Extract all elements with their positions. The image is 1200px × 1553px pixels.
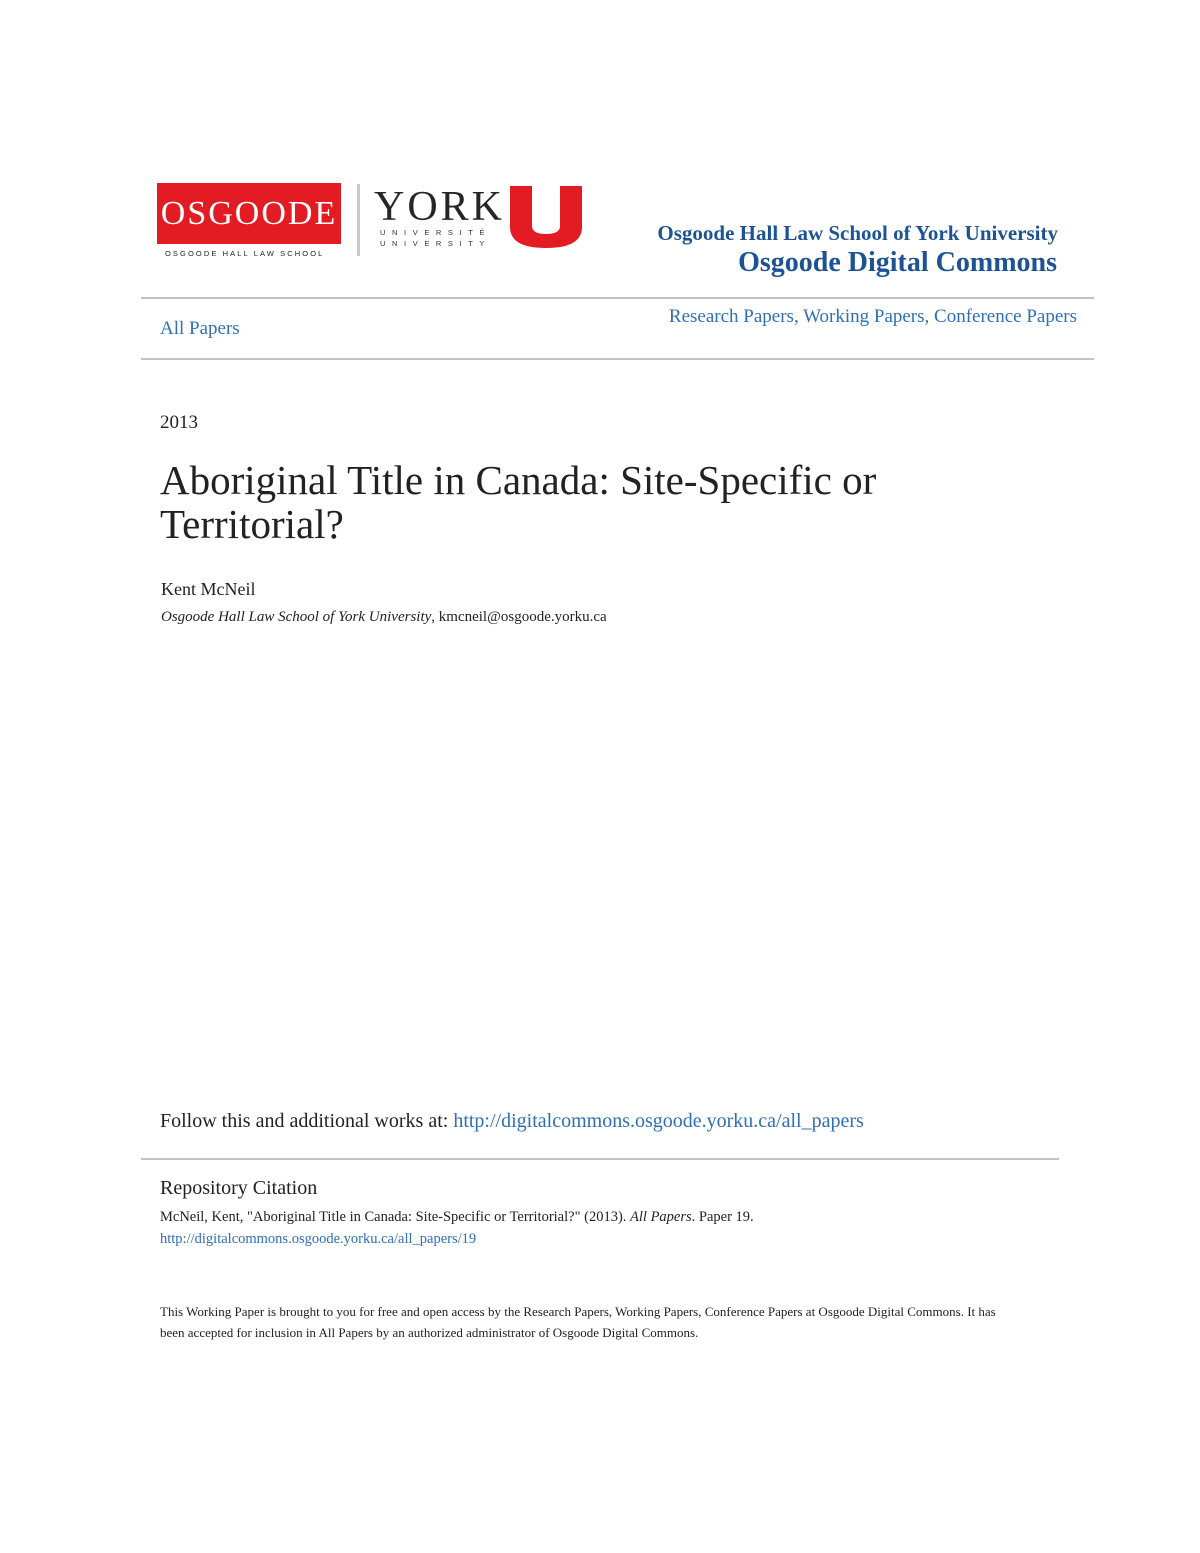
collection-link[interactable]: All Papers <box>160 318 240 339</box>
publication-year: 2013 <box>160 412 198 433</box>
author-email: , kmcneil@osgoode.yorku.ca <box>431 609 607 625</box>
york-u-icon <box>508 186 584 248</box>
author-affiliation <box>161 609 607 626</box>
follow-label: Follow this and additional works at: <box>160 1110 454 1132</box>
follow-line <box>160 1110 864 1133</box>
nav-top-divider <box>141 297 1094 299</box>
citation-url-link[interactable]: http://digitalcommons.osgoode.yorku.ca/all_papers/19 <box>160 1231 477 1247</box>
citation-divider <box>141 1158 1059 1160</box>
osgoode-logo[interactable] <box>157 183 343 257</box>
site-name[interactable]: Osgoode Digital Commons <box>738 247 1057 278</box>
access-notice: This Working Paper is brought to you for free and open access by the Research Papers, Working Papers, Conference Papers at Osgoode Digital Commons. It has been accepted for inclusion in All Papers by an authorized administrator of Osgoode Digital Commons. <box>160 1304 996 1340</box>
author-name: Kent McNeil <box>161 579 256 599</box>
citation-text-main: McNeil, Kent, "Aboriginal Title in Canada: Site-Specific or Territorial?" (2013). <box>160 1209 631 1225</box>
paper-title: Aboriginal Title in Canada: Site-Specific or Territorial? <box>160 457 877 547</box>
logo-divider <box>357 184 360 256</box>
york-logo-french: UNIVERSITÉ <box>380 228 492 237</box>
york-logo-english: UNIVERSITY <box>380 239 492 248</box>
citation-collection: All Papers <box>630 1209 692 1225</box>
york-logo[interactable] <box>374 186 584 248</box>
osgoode-logo-box <box>157 183 341 244</box>
osgoode-logo-subtitle: OSGOODE HALL LAW SCHOOL <box>165 249 325 258</box>
citation-text <box>160 1209 754 1226</box>
affiliation-org: Osgoode Hall Law School of York University <box>161 609 432 625</box>
osgoode-logo-word: OSGOODE <box>160 194 338 232</box>
citation-paper-number: . Paper 19. <box>691 1209 754 1225</box>
series-link[interactable]: Research Papers, Working Papers, Conference Papers <box>668 306 1077 327</box>
york-logo-word: YORK <box>374 184 506 230</box>
nav-bottom-divider <box>141 358 1094 360</box>
citation-heading: Repository Citation <box>160 1177 318 1199</box>
follow-url-link[interactable]: http://digitalcommons.osgoode.yorku.ca/all_papers <box>453 1110 864 1132</box>
institution-name[interactable]: Osgoode Hall Law School of York University <box>657 221 1058 245</box>
